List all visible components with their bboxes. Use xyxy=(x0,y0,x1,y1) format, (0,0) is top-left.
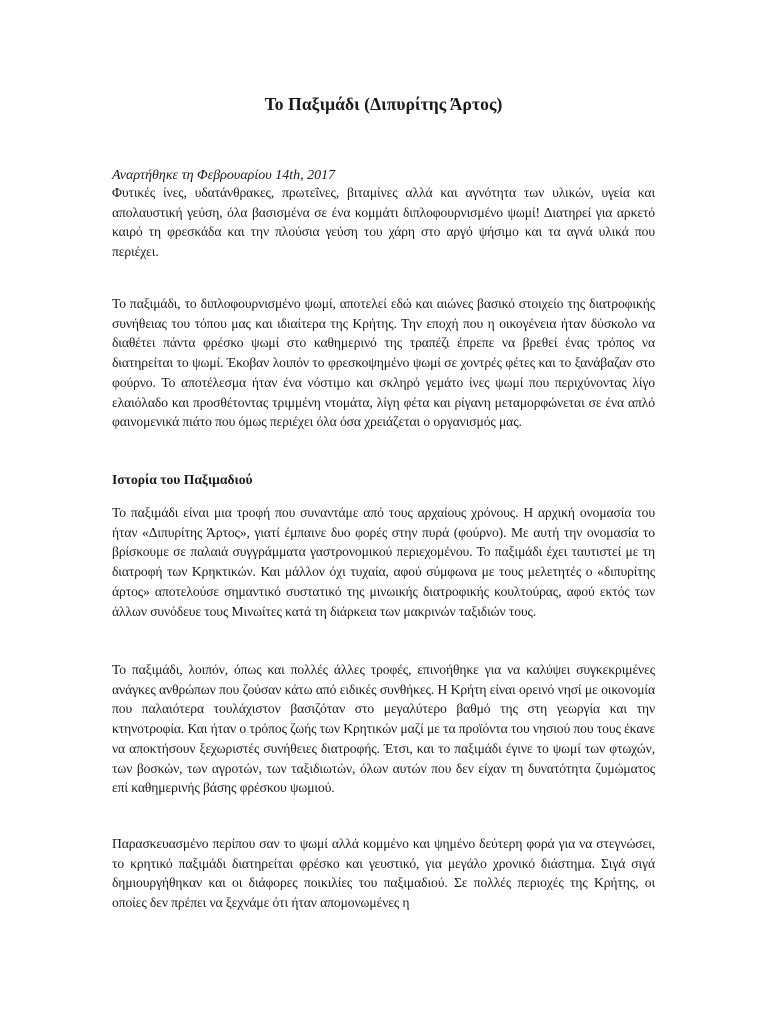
body-paragraph: Το παξιμάδι, το διπλοφουρνισμένο ψωμί, αποτελεί εδώ και αιώνες βασικό στοιχείο της διατροφικής συνήθειας του τόπου μας και ιδιαίτερα της Κρήτης. Την εποχή που η οικογένεια ήταν δύσκολο να διαθέτει πάντα φρέσκο ψωμί στο καθημερινό της τραπέζι έπρεπε να βρεθεί ένας τρόπος να διατηρείται το ψωμί. Έκοβαν λοιπόν το φρεσκοψημένο ψωμί σε χοντρές φέτες και το ξανάβαζαν στο φούρνο. Το αποτέλεσμα ήταν ένα νόστιμο και σκληρό γεμάτο ίνες ψωμί που περιχύνοντας λίγο ελαιόλαδο και προσθέτοντας τριμμένη ντομάτα, λίγη φέτα και ρίγανη μεταμορφώνεται σε ένα απλό φαινομενικά πιάτο που όμως περιέχει όλα όσα χρειάζεται ο οργανισμός μας. xyxy=(112,296,655,430)
section-heading-history: Ιστορία του Παξιμαδιού xyxy=(112,472,253,487)
history-paragraph: Παρασκευασμένο περίπου σαν το ψωμί αλλά κομμένο και ψημένο δεύτερη φορά για να στεγνώσει, το κρητικό παξιμάδι διατηρείται φρέσκο και γευστικό, για μεγάλο χρονικό διάστημα. Σιγά σιγά δημιουργήθηκαν και οι διάφορες ποικιλίες του παξιμαδιού. Σε πολλές περιοχές της Κρήτης, οι οποίες δεν πρέπει να ξεχνάμε ότι ήταν απομονωμένες η xyxy=(112,836,655,911)
intro-paragraph: Φυτικές ίνες, υδατάνθρακες, πρωτεΐνες, βιταμίνες αλλά και αγνότητα των υλικών, υγεία και απολαυστική γεύση, όλα βασισμένα σε ένα κομμάτι διπλοφουρνισμένο ψωμί! Διατηρεί για αρκετό καιρό τη φρεσκάδα και την πλούσια γεύση του χάρη στο αργό ψήσιμο και τα αγνά υλικά που περιέχει. xyxy=(112,185,655,260)
document-title: Το Παξιμάδι (Διπυρίτης Άρτος) xyxy=(264,94,503,114)
history-paragraph: Το παξιμάδι είναι μια τροφή που συναντάμε από τους αρχαίους χρόνους. Η αρχική ονομασία του ήταν «Διπυρίτης Άρτος», γιατί έμπαινε δυο φορές στην πυρά (φούρνο). Με αυτή την ονομασία το βρίσκουμε σε παλαιά συγγράμματα γαστρονομικού περιεχομένου. Το παξιμάδι έχει ταυτιστεί με τη διατροφή των Κρηκτικών. Και μάλλον όχι τυχαία, αφού σύμφωνα με τους μελετητές ο «διπυρίτης άρτος» αποτελούσε σημαντικό συστατικό της μινωικής διατροφικής κουλτούρας, αφού εκτός των άλλων συνόδευε τους Μινωίτες κατά τη διάρκεια των μακρινών ταξιδιών τους. xyxy=(112,505,655,619)
posted-date: Αναρτήθηκε τη Φεβρουαρίου 14th, 2017 xyxy=(112,168,336,183)
history-paragraph: Το παξιμάδι, λοιπόν, όπως και πολλές άλλες τροφές, επινοήθηκε για να καλύψει συγκεκριμένες ανάγκες ανθρώπων που ζούσαν κάτω από ειδικές συνθήκες. Η Κρήτη είναι ορεινό νησί με οικονομία που παλαιότερα τουλάχιστον βασιζόταν στο μεγαλύτερο βαθμό της στη γεωργία και την κτηνοτροφία. Και ήταν ο τρόπος ζωής των Κρητικών μαζί με τα προϊόντα του νησιού που τους έκανε να αποκτήσουν ξεχωριστές συνήθειες διατροφής. Έτσι, και το παξιμάδι έγινε το ψωμί των φτωχών, των βοσκών, των αγροτών, των ταξιδιωτών, όλων αυτών που δεν είχαν τη δυνατότητα ζυμώματος επί καθημερινής βάσης φρέσκου ψωμιού. xyxy=(112,662,655,796)
